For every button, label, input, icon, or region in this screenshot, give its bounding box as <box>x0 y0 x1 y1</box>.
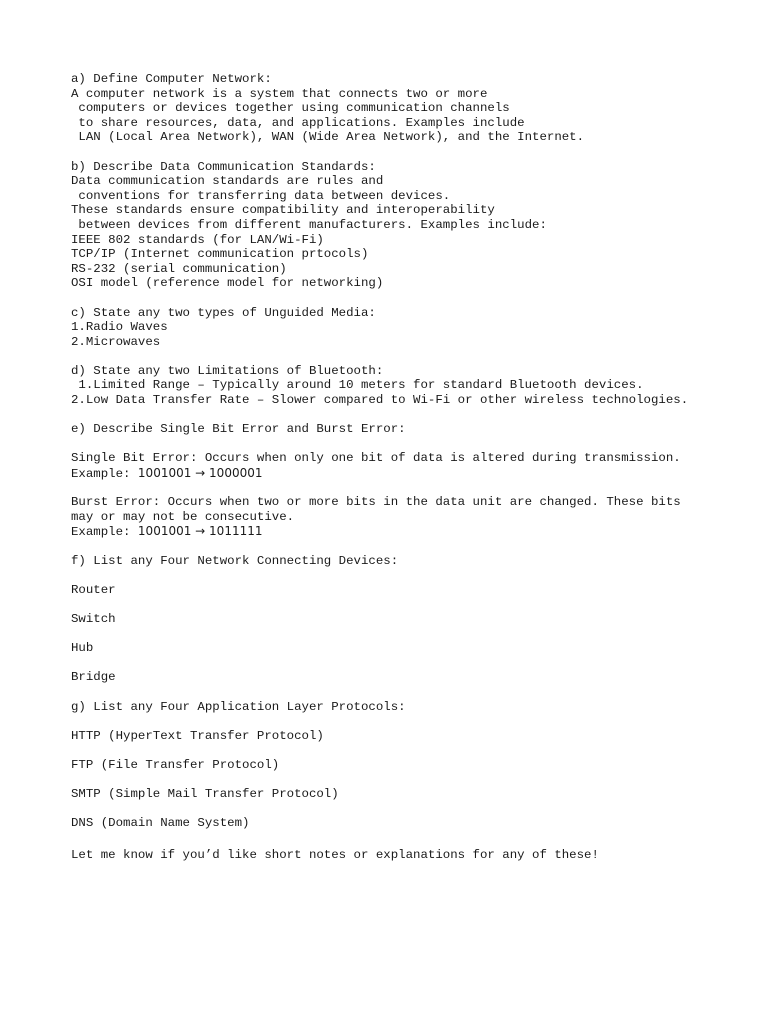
device-item: Switch <box>71 611 116 626</box>
example-label: Example: <box>71 525 138 540</box>
burst-definition: may or may not be consecutive. <box>71 509 295 524</box>
paragraph-gap <box>71 627 761 642</box>
paragraph-gap <box>71 597 761 612</box>
section-b-line: conventions for transferring data between devices. <box>71 188 451 203</box>
section-b-line: OSI model (reference model for networking) <box>71 276 384 291</box>
section-b-line: RS-232 (serial communication) <box>71 261 287 276</box>
section-b-heading: b) Describe Data Communication Standards: <box>71 159 376 174</box>
paragraph-gap <box>71 802 761 817</box>
burst-definition: Burst Error: Occurs when two or more bits in the data unit are changed. These bits <box>71 495 681 510</box>
section-b-line: IEEE 802 standards (for LAN/Wi-Fi) <box>71 232 324 247</box>
section-b-line: between devices from different manufacturers. Examples include: <box>71 217 547 232</box>
closing-note: Let me know if you’d like short notes or explanations for any of these! <box>71 848 599 863</box>
section-c-heading: c) State any two types of Unguided Media: <box>71 305 376 320</box>
section-a-line: to share resources, data, and applications. Examples include <box>71 115 525 130</box>
protocol-item: DNS (Domain Name System) <box>71 816 250 831</box>
section-c-line: 2.Microwaves <box>71 334 161 349</box>
paragraph-gap <box>71 743 761 758</box>
paragraph-gap <box>71 437 761 452</box>
protocol-item: FTP (File Transfer Protocol) <box>71 757 280 772</box>
device-item: Router <box>71 582 116 597</box>
paragraph-gap <box>71 539 761 554</box>
paragraph-gap <box>71 349 761 364</box>
section-f-heading: f) List any Four Network Connecting Devices: <box>71 553 399 568</box>
protocol-item: SMTP (Simple Mail Transfer Protocol) <box>71 787 339 802</box>
paragraph-gap <box>71 481 761 496</box>
section-d-line: 2.Low Data Transfer Rate – Slower compared to Wi-Fi or other wireless technologies. <box>71 393 689 408</box>
paragraph-gap <box>71 685 761 700</box>
section-d-line: 1.Limited Range – Typically around 10 meters for standard Bluetooth devices. <box>71 378 644 393</box>
section-b-line: Data communication standards are rules and <box>71 174 384 189</box>
document-page <box>71 72 761 863</box>
paragraph-gap <box>71 408 761 423</box>
single-bit-definition: Single Bit Error: Occurs when only one bit of data is altered during transmission. <box>71 451 681 466</box>
device-item: Hub <box>71 641 94 656</box>
device-item: Bridge <box>71 670 116 685</box>
section-b-line: These standards ensure compatibility and interoperability <box>71 203 495 218</box>
paragraph-gap <box>71 568 761 583</box>
example-value: 1001001 → 1011111 <box>137 524 263 539</box>
section-g-heading: g) List any Four Application Layer Protocols: <box>71 699 406 714</box>
section-a-line: A computer network is a system that connects two or more <box>71 86 488 101</box>
example-value: 1001001 → 1000001 <box>137 466 263 481</box>
section-a-heading: a) Define Computer Network: <box>71 72 272 86</box>
paragraph-gap <box>71 773 761 788</box>
section-e-heading: e) Describe Single Bit Error and Burst Error: <box>71 422 406 437</box>
paragraph-gap <box>71 291 761 306</box>
section-d-heading: d) State any two Limitations of Bluetooth: <box>71 363 384 378</box>
paragraph-gap <box>71 656 761 671</box>
paragraph-gap <box>71 145 761 160</box>
section-b-line: TCP/IP (Internet communication prtocols) <box>71 247 369 262</box>
paragraph-gap <box>71 831 761 849</box>
single-bit-example <box>71 466 761 481</box>
burst-example <box>71 524 761 539</box>
example-label: Example: <box>71 467 138 482</box>
section-c-line: 1.Radio Waves <box>71 320 168 335</box>
section-a-line: computers or devices together using communication channels <box>71 101 510 116</box>
section-a-line: LAN (Local Area Network), WAN (Wide Area Network), and the Internet. <box>71 130 585 145</box>
protocol-item: HTTP (HyperText Transfer Protocol) <box>71 728 324 743</box>
paragraph-gap <box>71 714 761 729</box>
